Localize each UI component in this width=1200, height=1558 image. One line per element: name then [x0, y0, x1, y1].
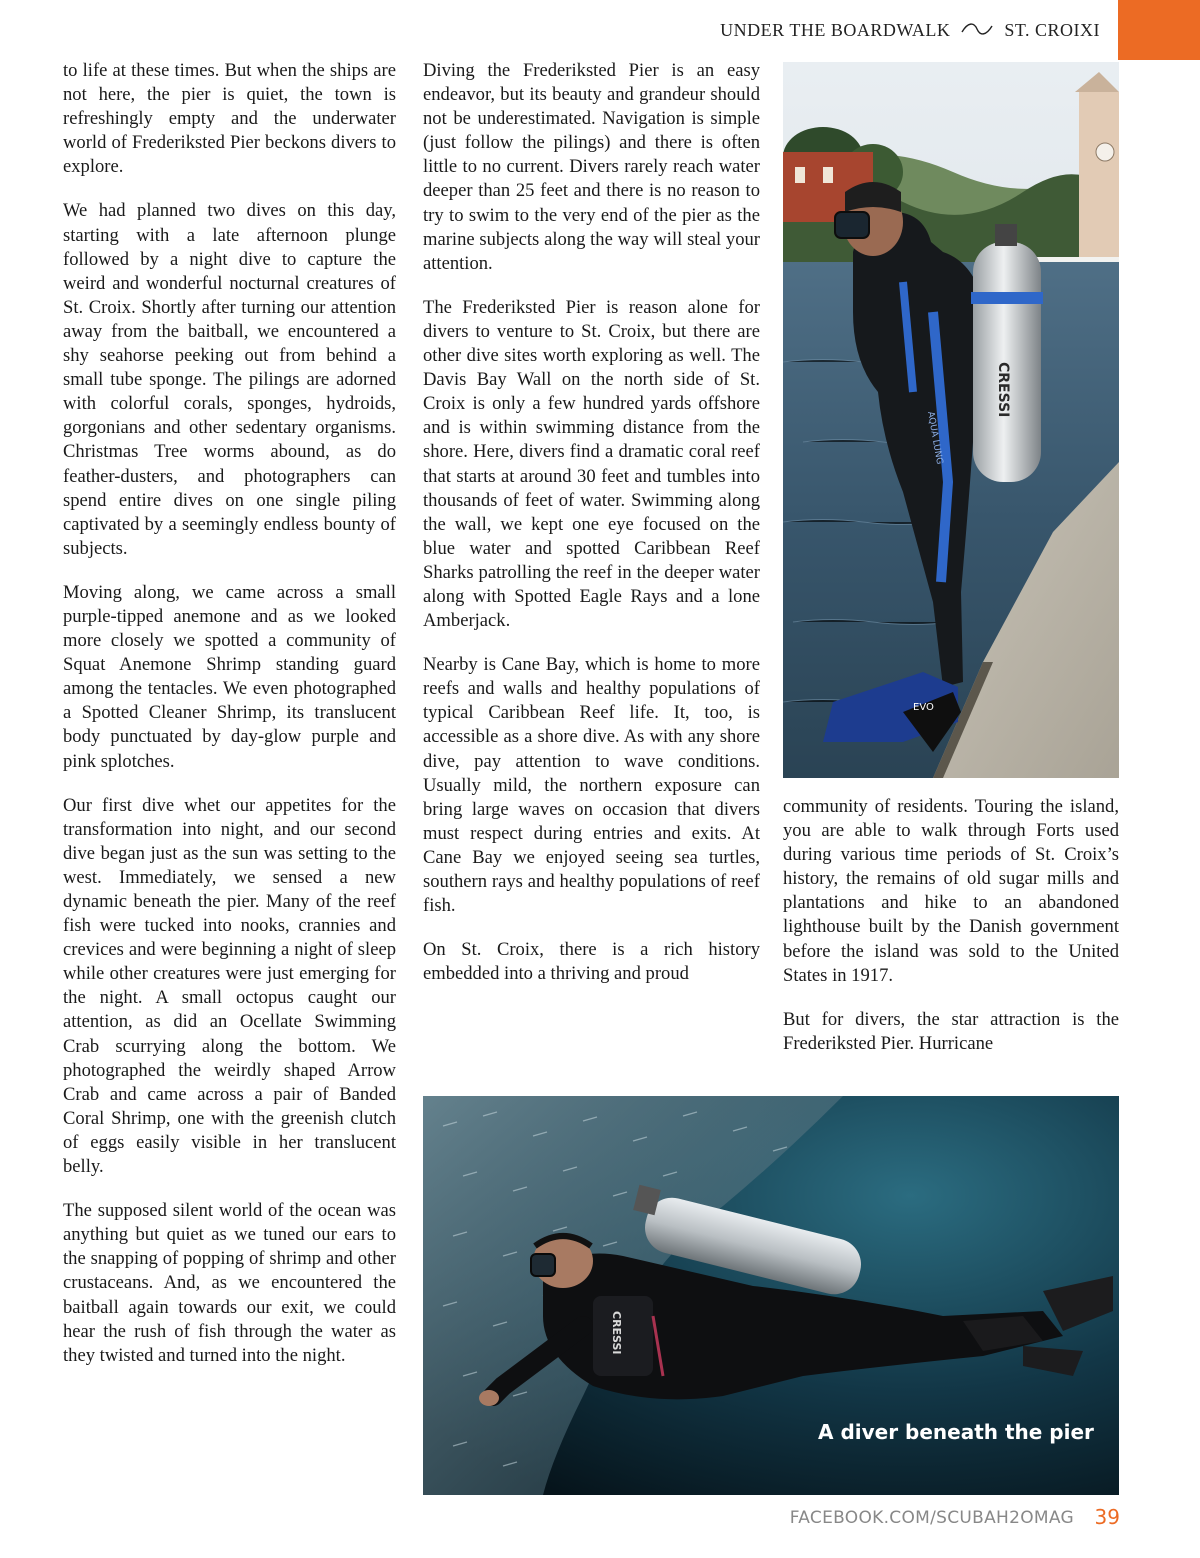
text-column-3 [783, 795, 1119, 1076]
paragraph: On St. Croix, there is a rich history embedded into a thriving and proud [423, 939, 760, 985]
paragraph: The supposed silent world of the ocean was anything but quiet as we tuned our ears to the snapping of popping of shrimp and other crustaceans. And, as we encountered the baitball again towards our exit, we could hear the rush of fish through the water as they twisted and turned into the night. [63, 1200, 396, 1366]
paragraph: But for divers, the star attraction is the Frederiksted Pier. Hurricane [783, 1008, 1119, 1054]
header-accent-tab [1118, 0, 1200, 60]
header-location: ST. CROIXI [1004, 20, 1100, 40]
page-number: 39 [1094, 1505, 1120, 1529]
fin-brand-text: EVO [913, 702, 934, 713]
paragraph: The Frederiksted Pier is reason alone for divers to venture to St. Croix, but there are other dive sites worth exploring as well. The Davis Bay Wall on the north side of St. Croix is only a few hundred yards offshore and is within swimming distance from the shore. Here, divers find a dramatic coral reef that starts at around 30 feet and tumbles into thousands of feet of water. Swimming along the wall, we kept one eye focused on the blue water and spotted Caribbean Reef Sharks patrolling the reef in the deeper water along with Spotted Eagle Rays and a lone Amberjack. [423, 296, 760, 632]
header-section: UNDER THE BOARDWALK [720, 20, 951, 40]
photo-caption: A diver beneath the pier [818, 1420, 1094, 1444]
photo-diver-on-pier [783, 62, 1119, 778]
footer-url-text: FACEBOOK.COM/SCUBAH2OMAG [789, 1508, 1074, 1528]
footer-url [790, 1508, 1120, 1528]
paragraph: Diving the Frederiksted Pier is an easy endeavor, but its beauty and grandeur should not be underestimated. Navigation is simple (just follow the pilings) and there is often little to no current. Divers rarely reach water deeper than 25 feet and there is no reason to try to swim to the very end of the pier as the marine subjects along the way will steal your attention. [423, 60, 760, 274]
paragraph: to life at these times. But when the ships are not here, the pier is quiet, the town is refreshingly empty and the underwater world of Frederiksted Pier beckons divers to explore. [63, 60, 396, 178]
tank-brand-text: CRESSI [995, 362, 1011, 418]
paragraph: Nearby is Cane Bay, which is home to more reefs and walls and healthy populations of typical Caribbean Reef life. It, too, is accessible as a shore dive. As with any shore dive, pay attention to wave conditions. Usually mild, the northern exposure can bring large waves on occasion that divers must respect during entries and exits. At Cane Bay we enjoyed seeing sea turtles, southern rays and healthy populations of reef fish. [423, 654, 760, 917]
tilde-ornament-icon [960, 20, 994, 41]
running-header [720, 20, 1100, 41]
paragraph: Our first dive whet our appetites for the transformation into night, and our second dive began just as the sun was setting to the west. Immediately, we sensed a new dynamic beneath the pier. Many of the reef fish were tucked into nooks, crannies and crevices and were beginning a night of sleep while other creatures were just emerging for the night. A small octopus caught our attention, as did an Ocellate Swimming Crab scurrying along the bottom. We photographed the weirdly shaped Arrow Crab and came across a pair of Banded Coral Shrimp, one with the greenish clutch of eggs easily visible in her translucent belly. [63, 794, 396, 1178]
paragraph: Moving along, we came across a small purple-tipped anemone and as we looked more closely we spotted a community of Squat Anemone Shrimp standing guard among the tentacles. We even photographed a Spotted Cleaner Shrimp, its translucent body punctuated by day-glow purple and pink splotches. [63, 581, 396, 772]
paragraph: community of residents. Touring the island, you are able to walk through Forts used during various time periods of St. Croix’s history, the remains of old sugar mills and plantations and hike to an abandoned lighthouse built by the Danish government before the island was sold to the United States in 1917. [783, 796, 1119, 986]
bcd-brand-text: CRESSI [610, 1311, 623, 1355]
text-column-1 [63, 59, 396, 1388]
paragraph: We had planned two dives on this day, starting with a late afternoon plunge followed by a night dive to capture the weird and wonderful nocturnal creatures of St. Croix. Shortly after turning our attention away from the baitball, we encountered a shy seahorse peeking out from behind a small tube sponge. The pilings are adorned with colorful corals, sponges, hydroids, gorgonians and other sedentary organisms. Christmas Tree worms abound, as do feather-dusters, and photographers can spend entire dives on one single piling captivated by a seemingly endless bounty of subjects. [63, 200, 396, 559]
suit-brand-text: AQUA LUNG [925, 410, 945, 466]
text-column-2 [423, 59, 760, 1006]
